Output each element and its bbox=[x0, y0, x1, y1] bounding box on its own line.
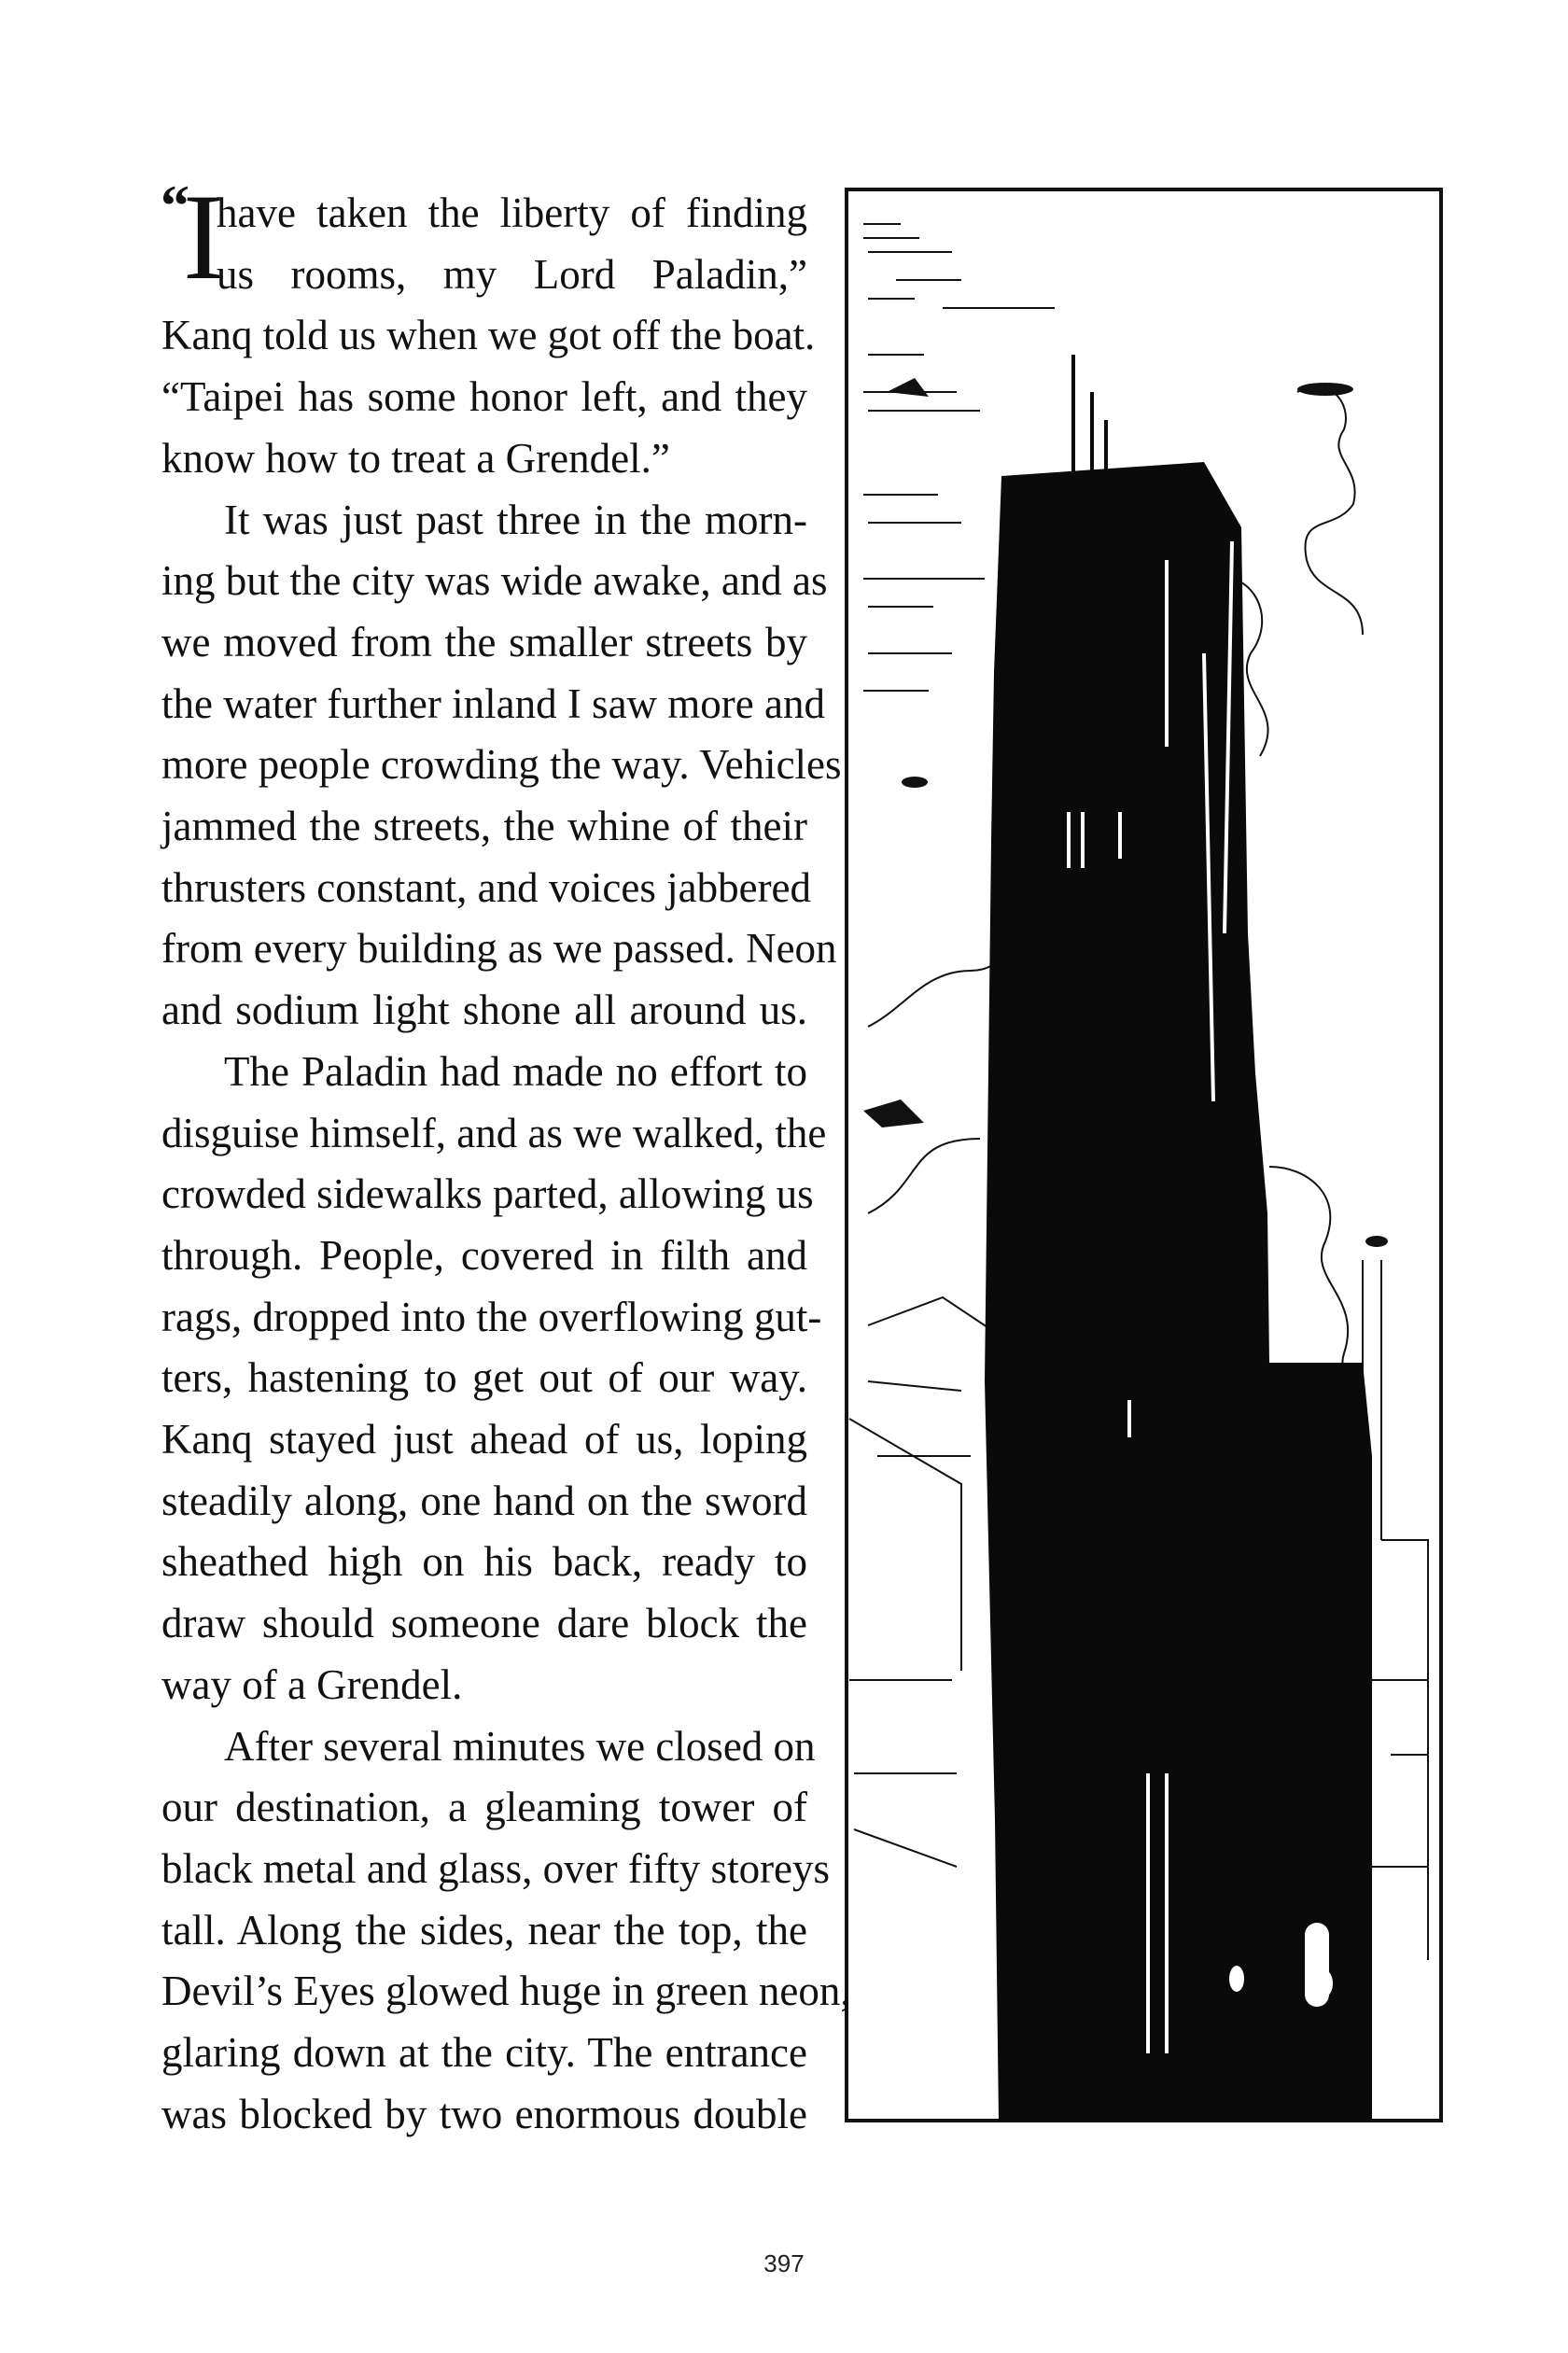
text-line: have taken the liberty of finding bbox=[217, 189, 807, 236]
text-line: through. People, covered in filth and bbox=[161, 1231, 807, 1279]
text-line: know how to treat a Grendel.” bbox=[161, 434, 670, 482]
text-line: black metal and glass, over fifty storeys bbox=[161, 1844, 831, 1892]
text-line: Kanq stayed just ahead of us, loping bbox=[161, 1416, 807, 1463]
text-line: After several minutes we closed on bbox=[224, 1722, 816, 1770]
antenna bbox=[1073, 355, 1106, 476]
text-line: way of a Grendel. bbox=[161, 1660, 463, 1708]
text-line: sheathed high on his back, ready to bbox=[161, 1538, 807, 1586]
text-line: we moved from the smaller streets by bbox=[161, 618, 807, 665]
text-line: and sodium light shone all around us. bbox=[161, 987, 807, 1034]
text-line: rags, dropped into the overflowing gut- bbox=[161, 1293, 822, 1340]
text-line: our destination, a gleaming tower of bbox=[161, 1784, 807, 1831]
text-line: disguise himself, and as we walked, the bbox=[161, 1109, 827, 1156]
text-line: tall. Along the sides, near the top, the bbox=[161, 1906, 807, 1954]
text-line: The Paladin had made no effort to bbox=[224, 1047, 807, 1095]
text-line: Kanq told us when we got off the boat. bbox=[161, 312, 816, 359]
text-line: “Taipei has some honor left, and they bbox=[161, 373, 807, 421]
text-line: glaring down at the city. The entrance bbox=[161, 2029, 807, 2076]
text-line: more people crowding the way. Vehicles bbox=[161, 741, 842, 789]
text-line: from every building as we passed. Neon bbox=[161, 925, 837, 973]
text-line: ing but the city was wide awake, and as bbox=[161, 557, 828, 605]
text-line: Devil’s Eyes glowed huge in green neon, bbox=[161, 1968, 851, 2015]
text-line: the water further inland I saw more and bbox=[161, 679, 825, 727]
text-line: draw should someone dare block the bbox=[161, 1600, 807, 1647]
drop-cap-letter: I bbox=[183, 168, 224, 305]
text-line: crowded sidewalks parted, allowing us bbox=[161, 1170, 814, 1218]
text-line: was blocked by two enormous double bbox=[161, 2090, 807, 2137]
text-line: us rooms, my Lord Paladin,” bbox=[217, 250, 807, 298]
page-number: 397 bbox=[763, 2249, 805, 2277]
text-line: steadily along, one hand on the sword bbox=[161, 1477, 807, 1524]
text-line: ters, hastening to get out of our way. bbox=[161, 1354, 807, 1402]
tower-silhouette bbox=[985, 462, 1372, 2121]
text-line: It was just past three in the morn- bbox=[224, 496, 807, 543]
text-line: thrusters constant, and voices jabbered bbox=[161, 863, 812, 911]
text-line: jammed the streets, the whine of their bbox=[161, 803, 807, 849]
drop-cap-quote: “ bbox=[161, 175, 189, 238]
